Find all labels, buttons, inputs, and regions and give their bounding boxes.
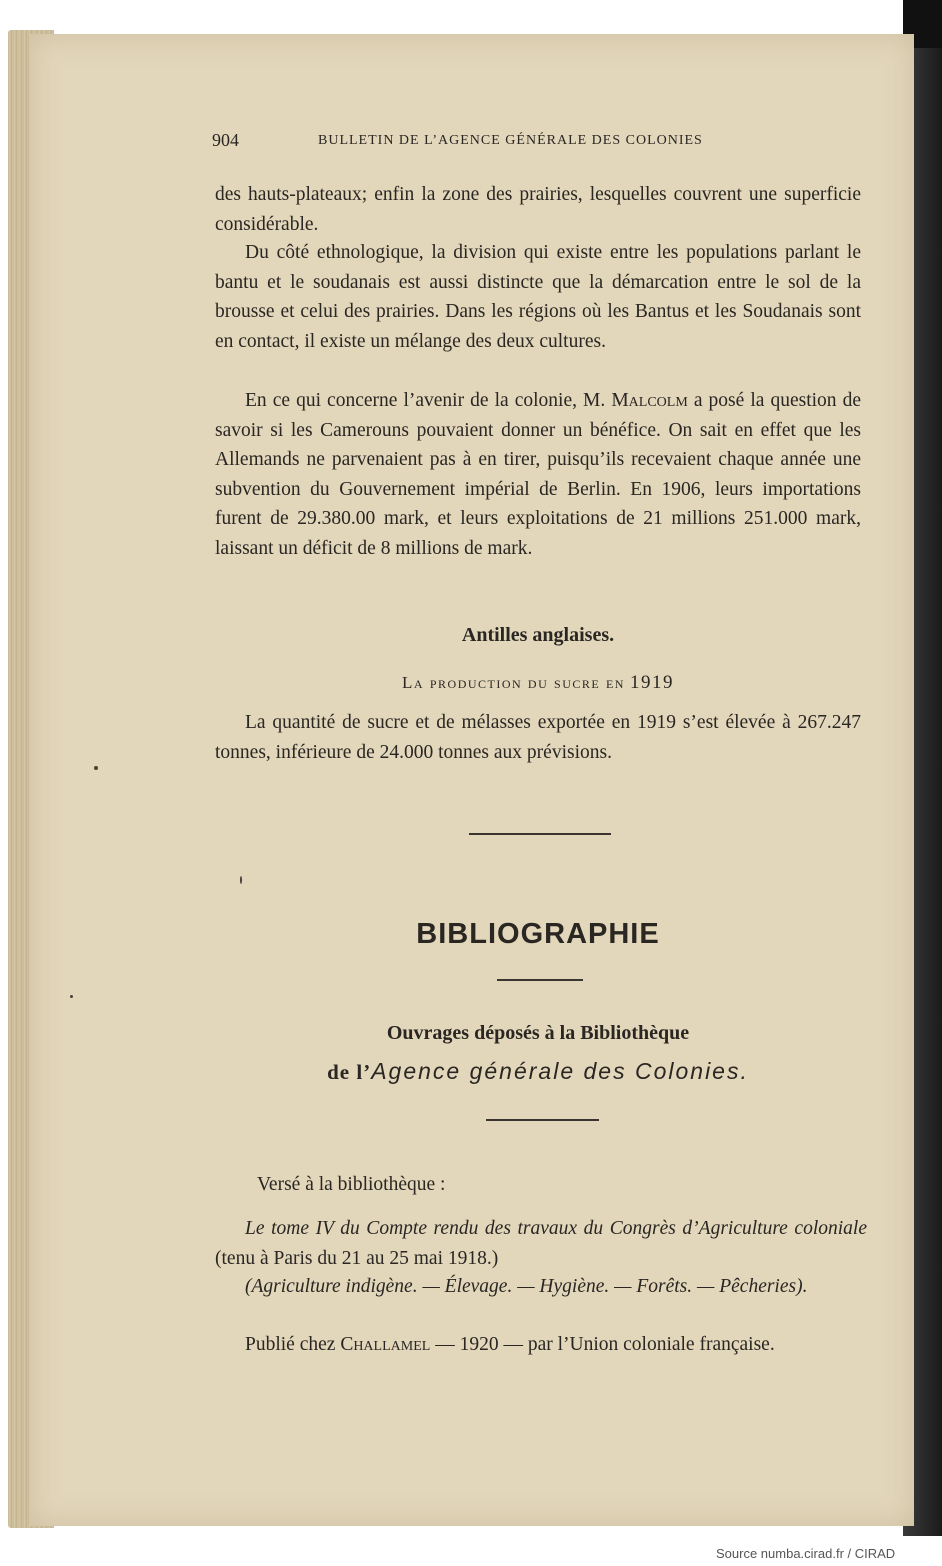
section-subheading-sucre: [215, 672, 861, 694]
ink-speck: [70, 995, 73, 998]
section-heading-antilles: Antilles anglaises.: [461, 624, 615, 646]
page-number: 904: [212, 130, 239, 150]
subtitle-prefix: de l’: [327, 1060, 372, 1084]
subtitle-underline: [486, 1119, 599, 1121]
source-caption: Source numba.cirad.fr / CIRAD: [716, 1546, 896, 1561]
section-divider: [469, 833, 611, 835]
author-malcolm: Malcolm: [611, 390, 688, 411]
paragraph-sucre: La quantité de sucre et de mélasses exportée en 1919 s’est élevée à 267.247 tonnes, inférieure de 24.000 tonnes aux prévisions.: [215, 712, 861, 763]
entry-details: (tenu à Paris du 21 au 25 mai 1918.): [215, 1247, 499, 1269]
ink-speck: [240, 876, 242, 884]
ink-speck: [94, 766, 98, 770]
bib-entry: [215, 1214, 867, 1273]
running-title: BULLETIN DE L’AGENCE GÉNÉRALE DES COLONIES: [318, 133, 703, 148]
agence-name: Agence générale des Colonies.: [371, 1058, 749, 1084]
subheading-text: La production du sucre en: [402, 673, 625, 692]
verse-label: Versé à la bibliothèque :: [257, 1174, 446, 1195]
publisher-challamel: Challamel: [340, 1334, 431, 1355]
page-header: [212, 130, 872, 152]
bibliographie-title: BIBLIOGRAPHIE: [416, 918, 660, 950]
paragraph-hauts-plateaux: des hauts-plateaux; enfin la zone des prairies, lesquelles couvrent une superficie considérable.: [215, 184, 861, 235]
entry-subjects: (Agriculture indigène. — Élevage. — Hygiène. — Forêts. — Pêcheries).: [245, 1276, 808, 1297]
title-underline: [497, 979, 583, 981]
text-segment: — 1920 — par l’Union coloniale française.: [435, 1334, 775, 1355]
paragraph-avenir-colonie: [215, 386, 861, 563]
bibliographie-subtitle-1: Ouvrages déposés à la Bibliothèque: [386, 1022, 690, 1044]
entry-publisher: [215, 1330, 867, 1360]
paragraph-ethnologie: Du côté ethnologique, la division qui existe entre les populations parlant le bantu et le soudanais est aussi distincte que la démarcation entre le sol de la brousse et celui des prairies. Dans les régions où les Bantus et les Soudanais sont en contact, il existe un mélange des deux cultures.: [215, 242, 861, 352]
bibliographie-subtitle-2: [215, 1058, 861, 1085]
text-segment: Publié chez: [245, 1334, 336, 1355]
subheading-year: 1919: [629, 672, 674, 693]
entry-title: Le tome IV du Compte rendu des travaux du Congrès d’Agriculture coloniale: [245, 1218, 867, 1239]
text-segment: a posé la question de savoir si les Camerouns pouvaient donner un bénéfice. On sait en effet que les Allemands ne parvenaient pas à en tirer, puisqu’ils recevaient chaque année une subvention du Gouvernement impérial de Berlin. En 1906, leurs importations furent de 29.380.00 mark, et leurs exploitations de 21 millions 251.000 mark, laissant un déficit de 8 millions de mark.: [215, 390, 862, 559]
text-segment: En ce qui concerne l’avenir de la colonie, M.: [245, 390, 606, 411]
